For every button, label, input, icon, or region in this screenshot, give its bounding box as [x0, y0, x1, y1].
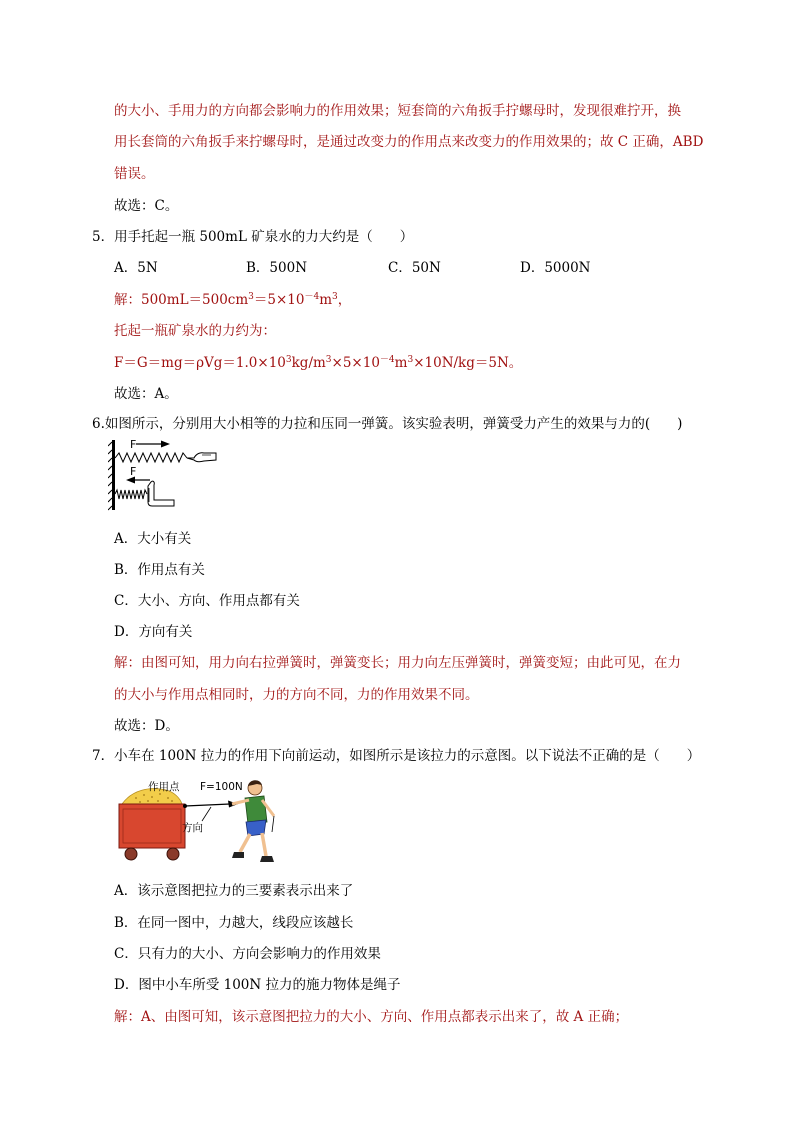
q6-answer: 故选：D。: [114, 718, 179, 734]
q5-answer: 故选：A。: [114, 386, 178, 402]
compressed-spring: [115, 490, 147, 499]
q6-stem: 6.如图所示，分别用大小相等的力拉和压同一弹簧。该实验表明，弹簧受力产生的效果与力的( ): [92, 416, 683, 432]
q5-solution-line-3: $F=G=mg=\rho Vg=1.0\times 10^3kg/m^3\times 5\times 10^{-4}m^3\times 10N/kg=5N$。: [114, 355, 523, 371]
q6-solution-line-2: 的大小与作用点相同时，力的方向不同，力的作用效果不同。: [114, 687, 479, 703]
push-force-label: F: [130, 465, 137, 478]
q5-stem: 5．用手托起一瓶 500mL 矿泉水的力大约是（ ）: [92, 229, 414, 245]
wall-hatching: [108, 442, 112, 510]
q4-solution-line-1: 的大小、手用力的方向都会影响力的作用效果；短套筒的六角扳手拧螺母时，发现很难拧开，换: [114, 103, 681, 119]
cart-figure: [114, 776, 290, 868]
stretched-spring: [115, 453, 187, 462]
q6-option-a: A．大小有关: [114, 531, 192, 547]
label-direction: 方向: [182, 822, 203, 834]
pull-arrow-head: [161, 441, 170, 448]
pushing-hand-icon: [148, 481, 174, 506]
q4-solution-line-2: 用长套筒的六角扳手来拧螺母时，是通过改变力的作用点来改变力的作用效果的；故 C 正确，ABD: [114, 134, 704, 150]
q6-option-d: D．方向有关: [114, 624, 193, 640]
q6-solution-line-1: 解：由图可知，用力向右拉弹簧时，弹簧变长；用力向左压弹簧时，弹簧变短；由此可见，在力: [114, 655, 681, 671]
q6-option-b: B．作用点有关: [114, 562, 205, 578]
pull-force-label: F: [130, 438, 137, 451]
q7-option-d: D．图中小车所受 100N 拉力的施力物体是绳子: [114, 977, 401, 993]
q7-option-a: A．该示意图把拉力的三要素表示出来了: [114, 883, 354, 899]
q5-option-c: C．50N: [388, 260, 441, 276]
q7-solution-line-1: 解：A、由图可知，该示意图把拉力的大小、方向、作用点都表示出来了，故 A 正确；: [114, 1009, 629, 1025]
cart-wheel-left: [125, 848, 137, 860]
cart-wheel-right: [167, 848, 179, 860]
label-force-magnitude: F=100N: [200, 781, 243, 793]
q5-option-b: B．500N: [246, 260, 308, 276]
q7-stem: 7．小车在 100N 拉力的作用下向前运动，如图所示是该拉力的示意图。以下说法不正确的是（ ）: [92, 748, 701, 764]
q4-answer: 故选：C。: [114, 198, 179, 214]
q7-option-c: C．只有力的大小、方向会影响力的作用效果: [114, 946, 381, 962]
q7-option-b: B．在同一图中，力越大，线段应该越长: [114, 915, 354, 931]
spring-figure: [108, 438, 220, 512]
q5-solution-line-1: 解：$500mL=500cm^3=5\times 10^{-4}m^3$，: [114, 292, 352, 308]
label-point-of-application: 作用点: [148, 781, 180, 793]
q5-solution-line-2: 托起一瓶矿泉水的力约为：: [114, 323, 276, 339]
q6-option-c: C．大小、方向、作用点都有关: [114, 593, 300, 609]
pulling-hand-icon: [187, 453, 216, 462]
rope-force-line: [185, 804, 230, 806]
wall: [112, 440, 115, 510]
q4-solution-line-3: 错误。: [114, 166, 155, 182]
cart-body: [119, 804, 185, 848]
q5-option-d: D．5000N: [520, 260, 591, 276]
q5-option-a: A．5N: [114, 260, 158, 276]
point-of-application: [183, 804, 187, 808]
